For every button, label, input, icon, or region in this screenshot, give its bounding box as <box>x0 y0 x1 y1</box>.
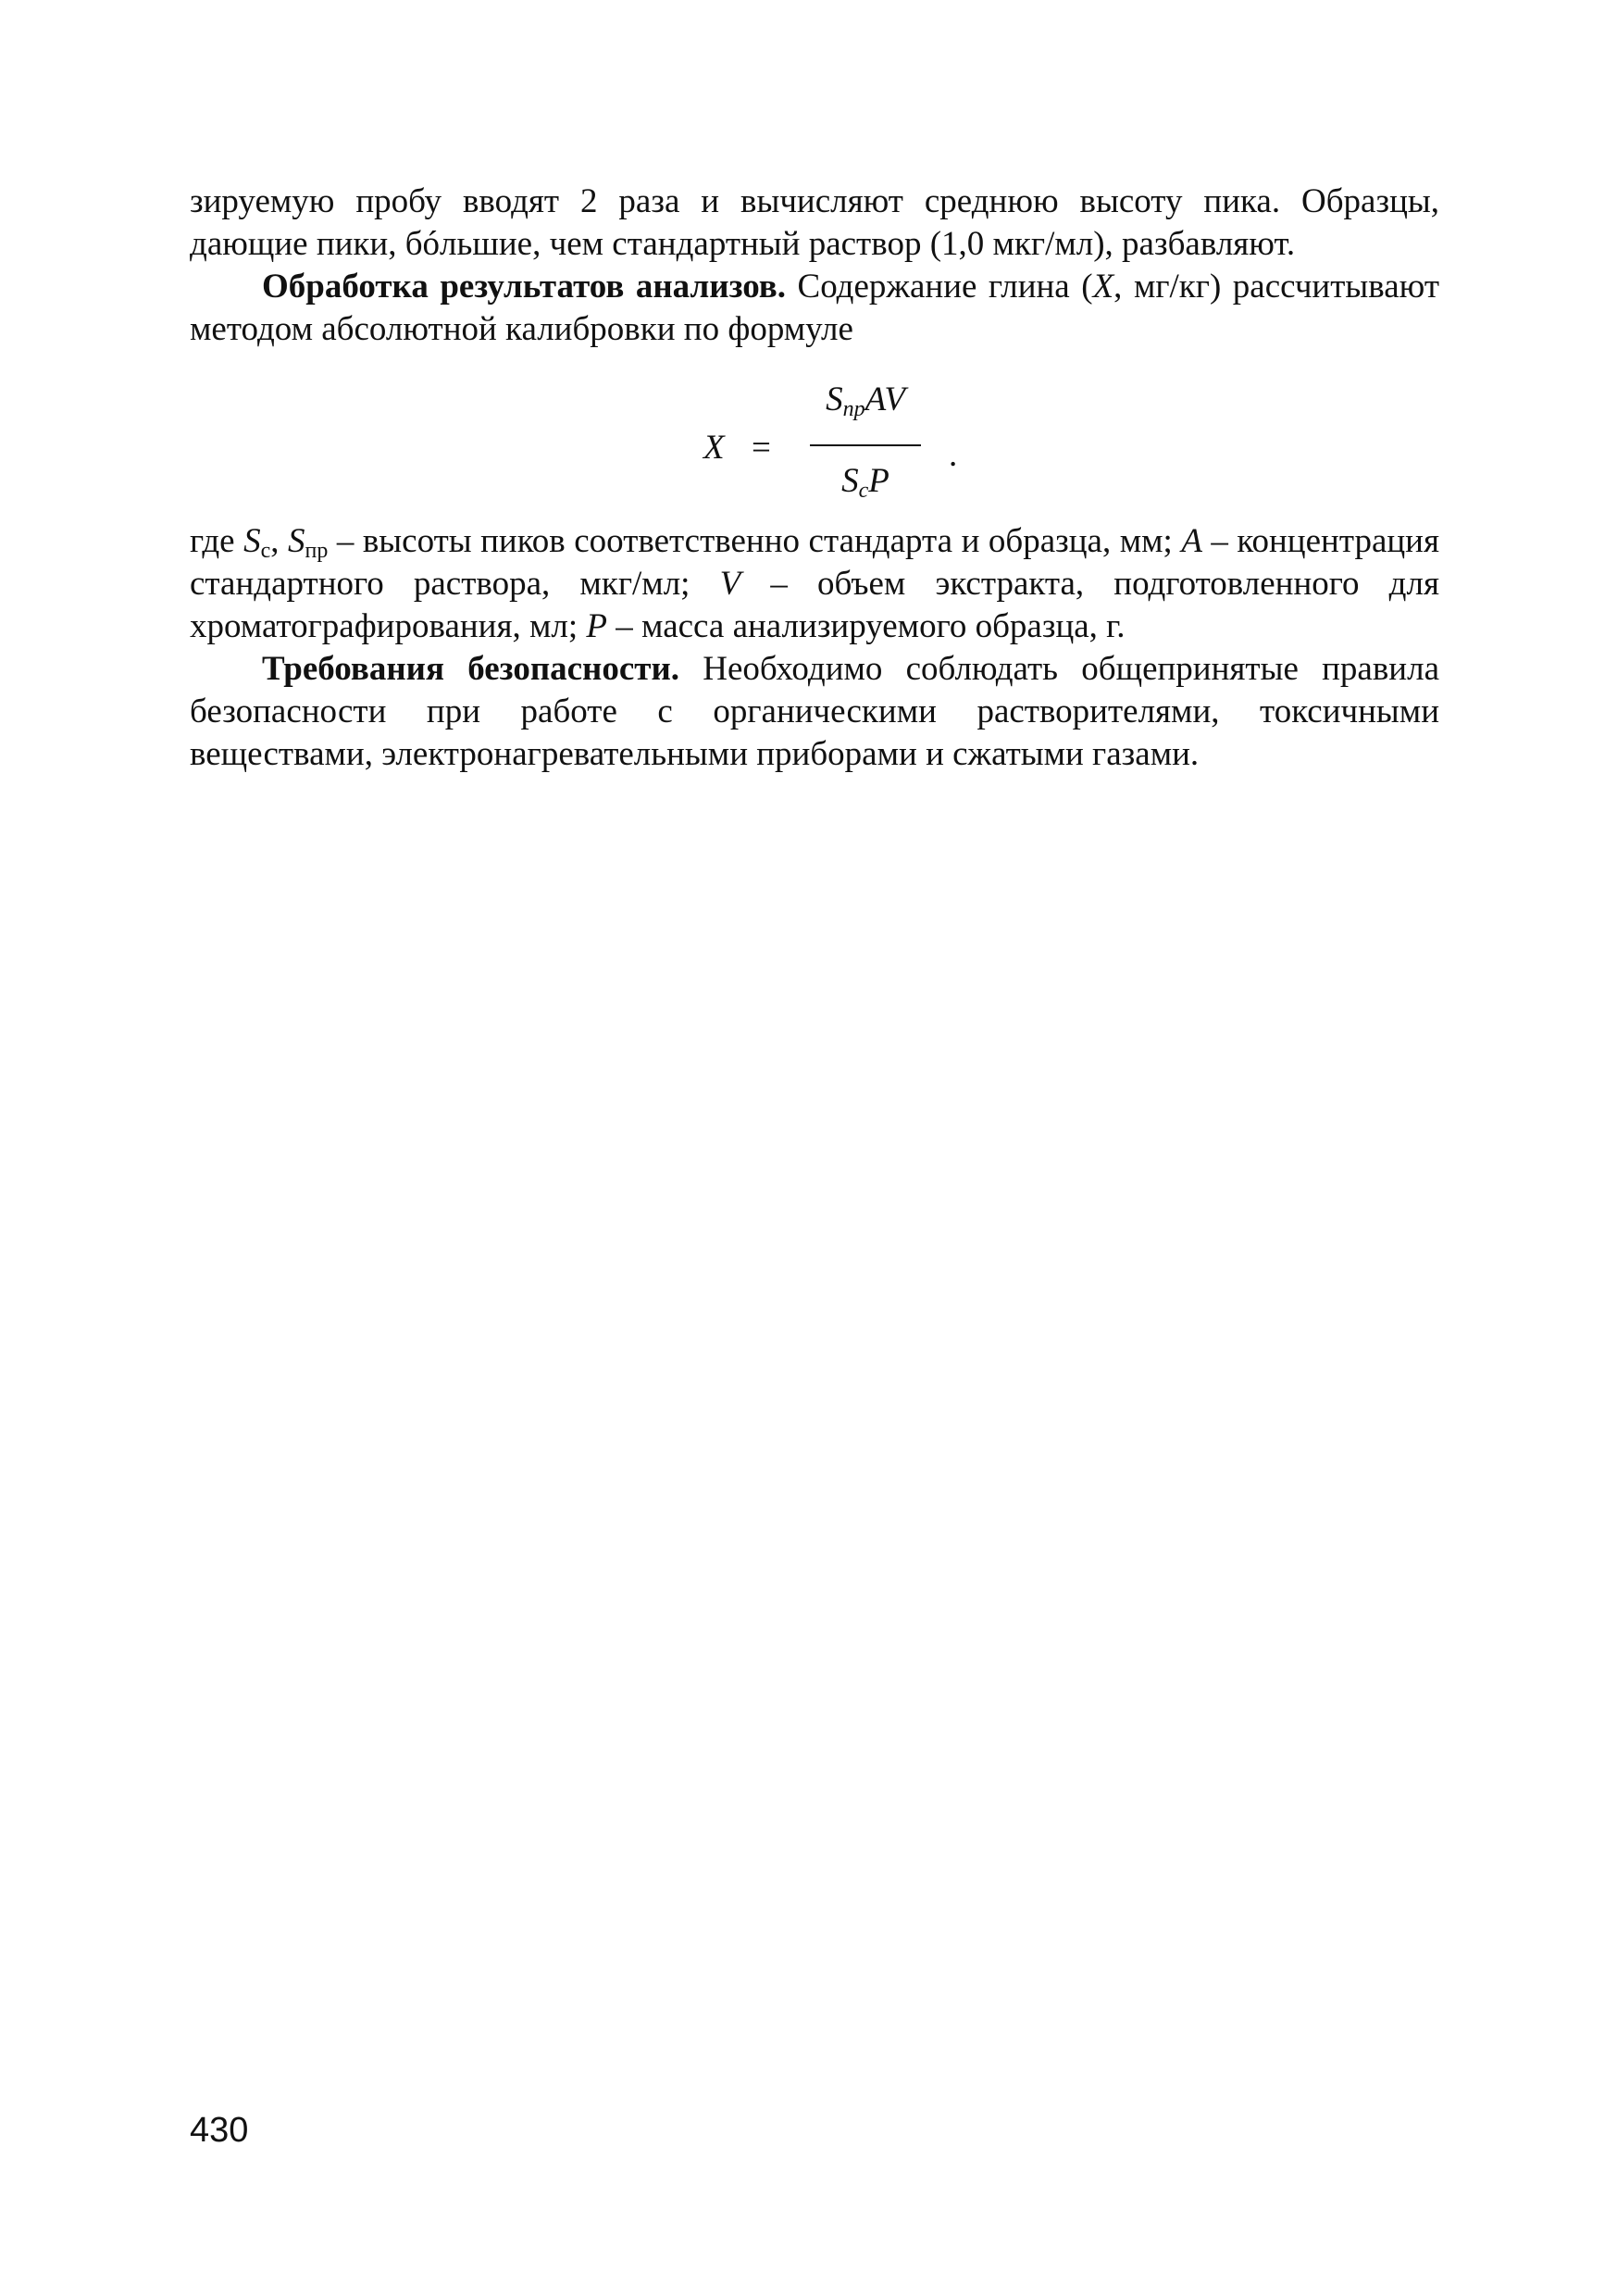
calibration-formula <box>703 380 981 518</box>
paragraph-text: Содержание глина ( <box>786 268 1093 306</box>
numerator-rest: AV <box>864 381 905 418</box>
paragraph-safety-requirements <box>190 648 1439 776</box>
variable-v: V <box>719 565 741 603</box>
paragraph-text: – объем экстракта, подготовленного для хроматографирования, мл; <box>190 565 1439 645</box>
paragraph-text: Необходимо соблюдать общепринятые правила безопасности при работе с органическими растворителями, токсичными веществами, электронагревательными приборами и сжатыми газами. <box>190 650 1439 773</box>
paragraph-sample-injection <box>190 181 1439 266</box>
variable-s: S <box>287 522 305 560</box>
numerator-s: S <box>826 381 843 418</box>
paragraph-text: , мг/кг) рассчитывают методом абсолютной калибровки по формуле <box>190 268 1439 348</box>
denominator-rest: P <box>868 462 889 500</box>
section-heading-results: Обработка результатов анализов. <box>262 268 787 306</box>
paragraph-text: – масса анализируемого образца, г. <box>607 607 1126 645</box>
formula-denominator <box>805 461 926 501</box>
variable-subscript: с <box>260 539 271 563</box>
variable-p: P <box>586 607 608 645</box>
denominator-subscript: c <box>858 479 869 503</box>
variable-s: S <box>243 522 261 560</box>
formula-numerator <box>805 380 926 419</box>
body-text <box>190 181 1439 351</box>
fraction-bar <box>810 444 921 446</box>
paragraph-text: – высоты пиков соответственно стандарта и образца, мм; <box>328 522 1182 560</box>
paragraph-text: , <box>270 522 288 560</box>
paragraph-results-processing <box>190 266 1439 351</box>
paragraph-text: – концентрация стандартного раствора, мкг/мл; <box>190 522 1439 603</box>
formula-lhs: X <box>703 429 725 467</box>
variable-a: A <box>1181 522 1202 560</box>
paragraph-text: где <box>190 522 244 560</box>
page-number: 430 <box>190 2111 249 2150</box>
numerator-subscript: пр <box>842 397 865 421</box>
formula-period: . <box>949 436 958 474</box>
paragraph-text: зируемую пробу вводят 2 раза и вычисляют среднюю высоту пика. Образцы, дающие пики, бóльшие, чем стандартный раствор (1,0 мкг/мл), разбавляют. <box>190 182 1439 263</box>
section-heading-safety: Требования безопасности. <box>262 650 680 688</box>
paragraph-variable-definitions <box>190 520 1439 648</box>
denominator-s: S <box>841 462 859 500</box>
body-text-lower <box>190 520 1439 776</box>
variable-x: X <box>1092 268 1114 306</box>
variable-subscript: пр <box>305 539 329 563</box>
formula-equals: = <box>752 429 771 467</box>
